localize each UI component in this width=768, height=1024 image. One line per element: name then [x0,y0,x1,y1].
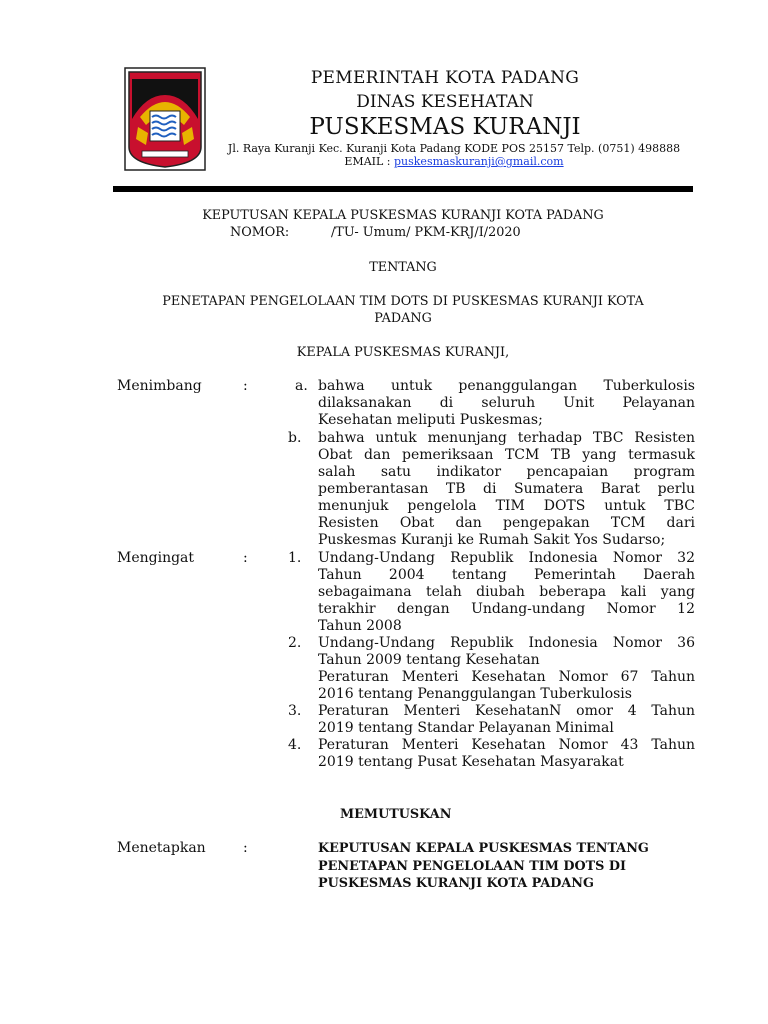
mengingat-item-2-line: Undang-Undang Republik Indonesia Nomor 36 [318,635,695,651]
mengingat-item-4 [318,737,695,771]
mengingat-item-2-line: Peraturan Menteri Kesehatan Nomor 67 Tahun [318,669,695,685]
mengingat-marker-4: 4. [288,737,302,753]
menimbang-colon: : [243,378,248,394]
email-link[interactable]: puskesmaskuranji@gmail.com [394,155,564,168]
decree-subject [113,293,693,327]
email-label: EMAIL : [344,155,391,168]
mengingat-item-2 [318,635,695,703]
mengingat-label: Mengingat [117,550,195,566]
menetapkan-line: PUSKESMAS KURANJI KOTA PADANG [318,876,594,891]
mengingat-colon: : [243,550,248,566]
menimbang-item-a-line: dilaksanakan di seluruh Unit Pelayanan [318,395,695,411]
padang-city-emblem [124,67,206,171]
letterhead-government: PEMERINTAH KOTA PADANG [310,68,580,88]
decree-title: KEPUTUSAN KEPALA PUSKESMAS KURANJI KOTA PADANG [202,208,604,223]
memutuskan-heading: MEMUTUSKAN [340,807,452,822]
mengingat-marker-3: 3. [288,703,302,719]
mengingat-item-1-line: sebagaimana telah diubah beberapa kali yang [318,584,695,600]
menimbang-item-b-line: Obat dan pemeriksaan TCM TB yang termasuk [318,447,695,463]
menetapkan-line: KEPUTUSAN KEPALA PUSKESMAS TENTANG [318,841,649,856]
menimbang-marker-b: b. [288,430,302,446]
mengingat-item-4-line: 2019 tentang Pusat Kesehatan Masyarakat [318,754,624,770]
letterhead-institution: PUSKESMAS KURANJI [309,114,581,140]
decree-number-label: NOMOR: [230,225,290,240]
mengingat-item-2-line: Tahun 2009 tentang Kesehatan [318,652,540,668]
decree-subject-line1: PENETAPAN PENGELOLAAN TIM DOTS DI PUSKESMAS KURANJI KOTA [162,294,644,309]
menimbang-item-b-line: bahwa untuk menunjang terhadap TBC Resisten [318,430,695,446]
menimbang-label: Menimbang [117,378,202,394]
menimbang-item-a-line: Kesehatan meliputi Puskesmas; [318,412,543,428]
menimbang-item-b [318,430,695,549]
mengingat-marker-1: 1. [288,550,302,566]
mengingat-item-4-line: Peraturan Menteri Kesehatan Nomor 43 Tahun [318,737,695,753]
mengingat-item-3 [318,703,695,737]
menetapkan-label: Menetapkan [117,840,206,856]
menimbang-item-b-line: Puskesmas Kuranji ke Rumah Sakit Yos Sudarso; [318,532,666,548]
mengingat-item-2-line: 2016 tentang Penanggulangan Tuberkulosis [318,686,632,702]
menimbang-item-b-line: salah satu indikator pencapaian program [318,464,695,480]
menimbang-item-a-line: bahwa untuk penanggulangan Tuberkulosis [318,378,695,394]
menetapkan-colon: : [243,840,248,856]
mengingat-item-1-line: Tahun 2004 tentang Pemerintah Daerah [318,567,695,583]
mengingat-item-1-line: Undang-Undang Republik Indonesia Nomor 32 [318,550,695,566]
decree-number: /TU- Umum/ PKM-KRJ/I/2020 [331,225,521,240]
menimbang-item-a [318,378,695,429]
menimbang-item-b-line: Resisten Obat dan pengepakan TCM dari [318,515,695,531]
mengingat-item-3-line: Peraturan Menteri KesehatanN omor 4 Tahun [318,703,695,719]
mengingat-item-3-line: 2019 tentang Standar Pelayanan Minimal [318,720,614,736]
letterhead-department: DINAS KESEHATAN [356,92,534,112]
decree-issuer: KEPALA PUSKESMAS KURANJI, [296,345,510,360]
mengingat-item-1-line: terakhir dengan Undang-undang Nomor 12 [318,601,695,617]
menetapkan-text [318,840,698,893]
letterhead-divider [113,186,693,192]
letterhead-address: Jl. Raya Kuranji Kec. Kuranji Kota Padang KODE POS 25157 Telp. (0751) 498888 [227,142,681,155]
menimbang-marker-a: a. [295,378,308,394]
mengingat-item-1 [318,550,695,635]
letterhead-email-line [214,155,694,168]
mengingat-item-1-line: Tahun 2008 [318,618,402,634]
decree-subject-line2: PADANG [374,311,432,326]
decree-tentang: TENTANG [369,260,437,275]
menimbang-item-b-line: menunjuk pengelola TIM DOTS untuk TBC [318,498,695,514]
menetapkan-line: PENETAPAN PENGELOLAAN TIM DOTS DI [318,858,626,874]
mengingat-marker-2: 2. [288,635,302,651]
letterhead-address-block [214,142,694,168]
menimbang-item-b-line: pemberantasan TB di Sumatera Barat perlu [318,481,695,497]
